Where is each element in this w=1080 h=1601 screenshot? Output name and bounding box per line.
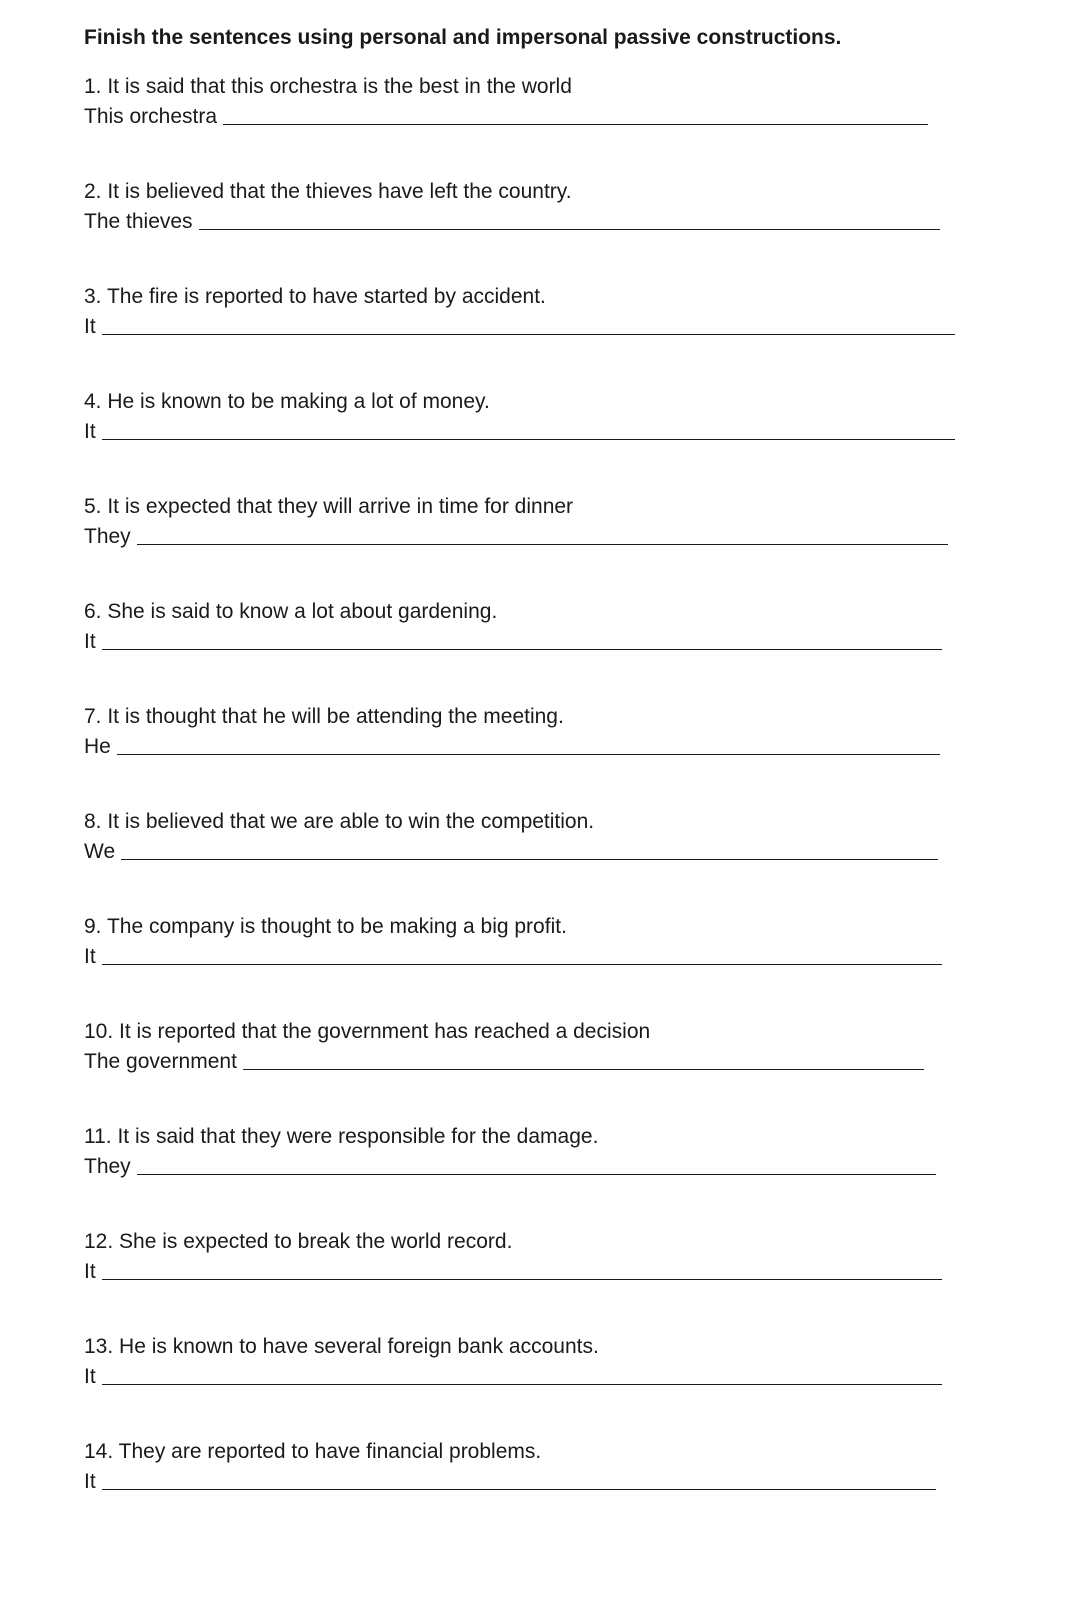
exercise-sentence: 3. The fire is reported to have started by accident. bbox=[84, 285, 546, 308]
exercise-sentence: 10. It is reported that the government has reached a decision bbox=[84, 1020, 651, 1043]
answer-prompt: He bbox=[84, 735, 111, 758]
exercise-item bbox=[84, 597, 984, 657]
answer-blank-line[interactable] bbox=[137, 1174, 936, 1175]
exercise-item bbox=[84, 1332, 984, 1392]
exercise-item bbox=[84, 387, 984, 447]
answer-row bbox=[84, 1467, 984, 1497]
exercise-item bbox=[84, 1122, 984, 1182]
answer-blank-line[interactable] bbox=[199, 229, 940, 230]
answer-blank-line[interactable] bbox=[102, 1489, 936, 1490]
exercise-sentence: 14. They are reported to have financial problems. bbox=[84, 1440, 542, 1463]
answer-prompt: It bbox=[84, 420, 96, 443]
answer-row bbox=[84, 837, 984, 867]
answer-blank-line[interactable] bbox=[117, 754, 940, 755]
exercise-item bbox=[84, 1017, 984, 1077]
answer-prompt: It bbox=[84, 945, 96, 968]
exercise-sentence: 8. It is believed that we are able to win the competition. bbox=[84, 810, 595, 833]
exercise-item bbox=[84, 72, 984, 132]
exercise-sentence: 1. It is said that this orchestra is the best in the world bbox=[84, 75, 572, 98]
exercise-sentence: 9. The company is thought to be making a big profit. bbox=[84, 915, 567, 938]
answer-prompt: The government bbox=[84, 1050, 237, 1073]
answer-blank-line[interactable] bbox=[102, 964, 942, 965]
answer-row bbox=[84, 627, 984, 657]
exercise-sentence: 11. It is said that they were responsible for the damage. bbox=[84, 1125, 599, 1148]
worksheet-title: Finish the sentences using personal and impersonal passive constructions. bbox=[84, 26, 842, 49]
exercise-sentence: 2. It is believed that the thieves have left the country. bbox=[84, 180, 572, 203]
answer-prompt: It bbox=[84, 1470, 96, 1493]
exercise-sentence: 12. She is expected to break the world record. bbox=[84, 1230, 513, 1253]
exercise-item bbox=[84, 1227, 984, 1287]
answer-blank-line[interactable] bbox=[121, 859, 938, 860]
exercise-item bbox=[84, 702, 984, 762]
answer-blank-line[interactable] bbox=[223, 124, 928, 125]
answer-blank-line[interactable] bbox=[243, 1069, 924, 1070]
answer-prompt: We bbox=[84, 840, 116, 863]
answer-row bbox=[84, 1047, 984, 1077]
answer-row bbox=[84, 1257, 984, 1287]
exercise-item bbox=[84, 912, 984, 972]
answer-row bbox=[84, 732, 984, 762]
answer-blank-line[interactable] bbox=[137, 544, 948, 545]
answer-blank-line[interactable] bbox=[102, 334, 955, 335]
exercise-item bbox=[84, 282, 984, 342]
answer-blank-line[interactable] bbox=[102, 649, 942, 650]
answer-row bbox=[84, 522, 984, 552]
answer-row bbox=[84, 1362, 984, 1392]
exercise-sentence: 5. It is expected that they will arrive in time for dinner bbox=[84, 495, 574, 518]
answer-prompt: It bbox=[84, 1365, 96, 1388]
answer-row bbox=[84, 942, 984, 972]
answer-prompt: It bbox=[84, 1260, 96, 1283]
answer-row bbox=[84, 417, 984, 447]
exercise-sentence: 6. She is said to know a lot about gardening. bbox=[84, 600, 498, 623]
answer-row bbox=[84, 102, 984, 132]
answer-prompt: It bbox=[84, 315, 96, 338]
answer-row bbox=[84, 312, 984, 342]
answer-blank-line[interactable] bbox=[102, 1279, 942, 1280]
exercise-sentence: 7. It is thought that he will be attending the meeting. bbox=[84, 705, 564, 728]
answer-prompt: They bbox=[84, 1155, 131, 1178]
answer-row bbox=[84, 207, 984, 237]
answer-blank-line[interactable] bbox=[102, 1384, 942, 1385]
answer-prompt: This orchestra bbox=[84, 105, 218, 128]
answer-prompt: It bbox=[84, 630, 96, 653]
answer-prompt: The thieves bbox=[84, 210, 193, 233]
exercise-sentence: 4. He is known to be making a lot of money. bbox=[84, 390, 490, 413]
exercise-item bbox=[84, 1437, 984, 1497]
answer-prompt: They bbox=[84, 525, 131, 548]
exercise-item bbox=[84, 807, 984, 867]
answer-row bbox=[84, 1152, 984, 1182]
answer-blank-line[interactable] bbox=[102, 439, 955, 440]
exercise-sentence: 13. He is known to have several foreign bank accounts. bbox=[84, 1335, 599, 1358]
exercise-item bbox=[84, 492, 984, 552]
exercise-item bbox=[84, 177, 984, 237]
